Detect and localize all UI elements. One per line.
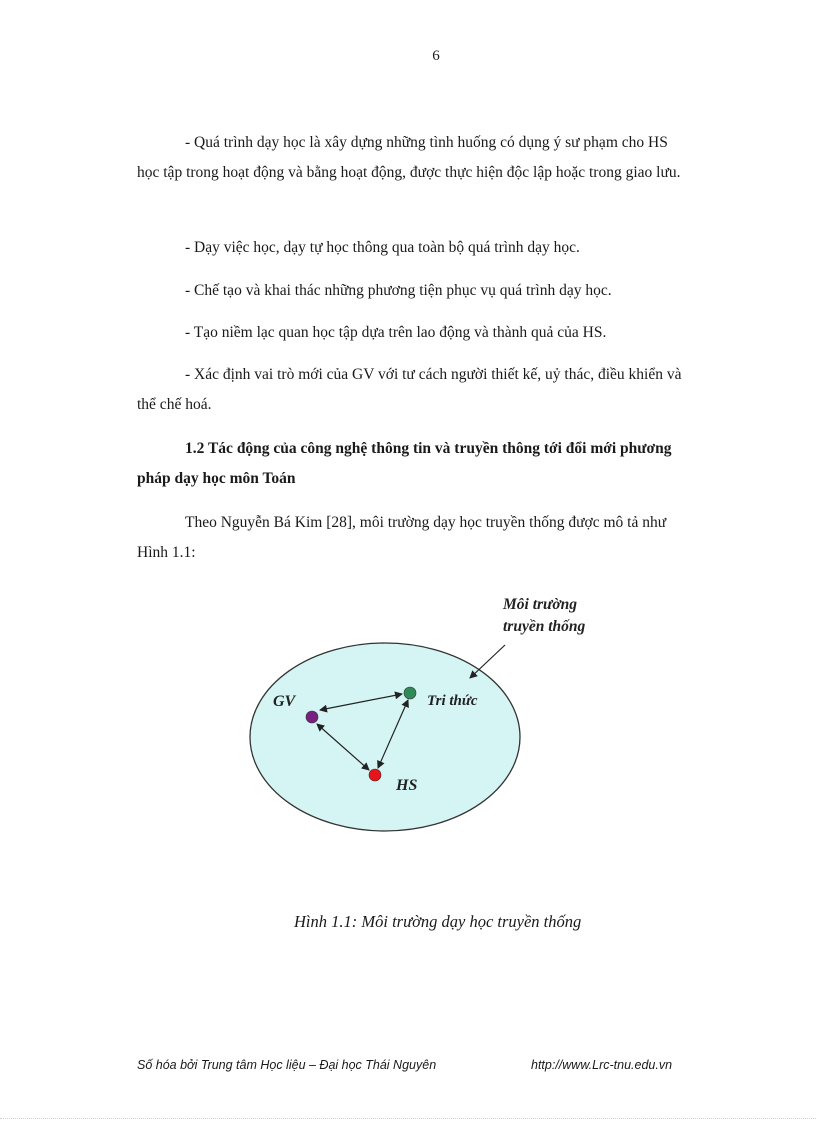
label-environment-line2: truyền thống [503, 618, 586, 635]
label-gv: GV [273, 693, 296, 710]
label-environment-line1: Môi trường [503, 596, 578, 613]
section-heading: 1.2 Tác động của công nghệ thông tin và truyền thông tới đổi mới phương pháp dạy học môn Toán [137, 440, 672, 487]
paragraph-teaching-tools: - Chế tạo và khai thác những phương tiện phục vụ quá trình dạy học. [185, 282, 612, 299]
environment-ellipse [250, 643, 520, 831]
node-hs [369, 769, 381, 781]
paragraph-optimism: - Tạo niềm lạc quan học tập dựa trên lao động và thành quả của HS. [185, 324, 607, 341]
bottom-divider [0, 1118, 816, 1119]
paragraph-self-learning: - Dạy việc học, dạy tự học thông qua toàn bộ quá trình dạy học. [185, 239, 580, 256]
paragraph-teacher-role: - Xác định vai trò mới của GV với tư cách người thiết kế, uỷ thác, điều khiển và thể chế hoá. [137, 366, 682, 413]
figure-caption: Hình 1.1: Môi trường dạy học truyền thống [294, 912, 582, 931]
node-gv [306, 711, 318, 723]
page-number: 6 [432, 48, 440, 64]
label-hs: HS [396, 777, 418, 794]
footer-url: http://www.Lrc-tnu.edu.vn [531, 1058, 673, 1072]
label-tri-thuc: Tri thức [427, 693, 478, 709]
arrow-environment-pointer [470, 645, 505, 678]
paragraph-teaching-situations: - Quá trình dạy học là xây dựng những tình huống có dụng ý sư phạm cho HS học tập trong hoạt động và bằng hoạt động, được thực hiện độc lập hoặc trong giao lưu. [137, 134, 681, 181]
node-tri-thuc [404, 687, 416, 699]
paragraph-intro-figure: Theo Nguyễn Bá Kim [28], môi trường dạy học truyền thống được mô tả như Hình 1.1: [137, 514, 667, 561]
footer-source: Số hóa bởi Trung tâm Học liệu – Đại học Thái Nguyên [137, 1058, 437, 1072]
